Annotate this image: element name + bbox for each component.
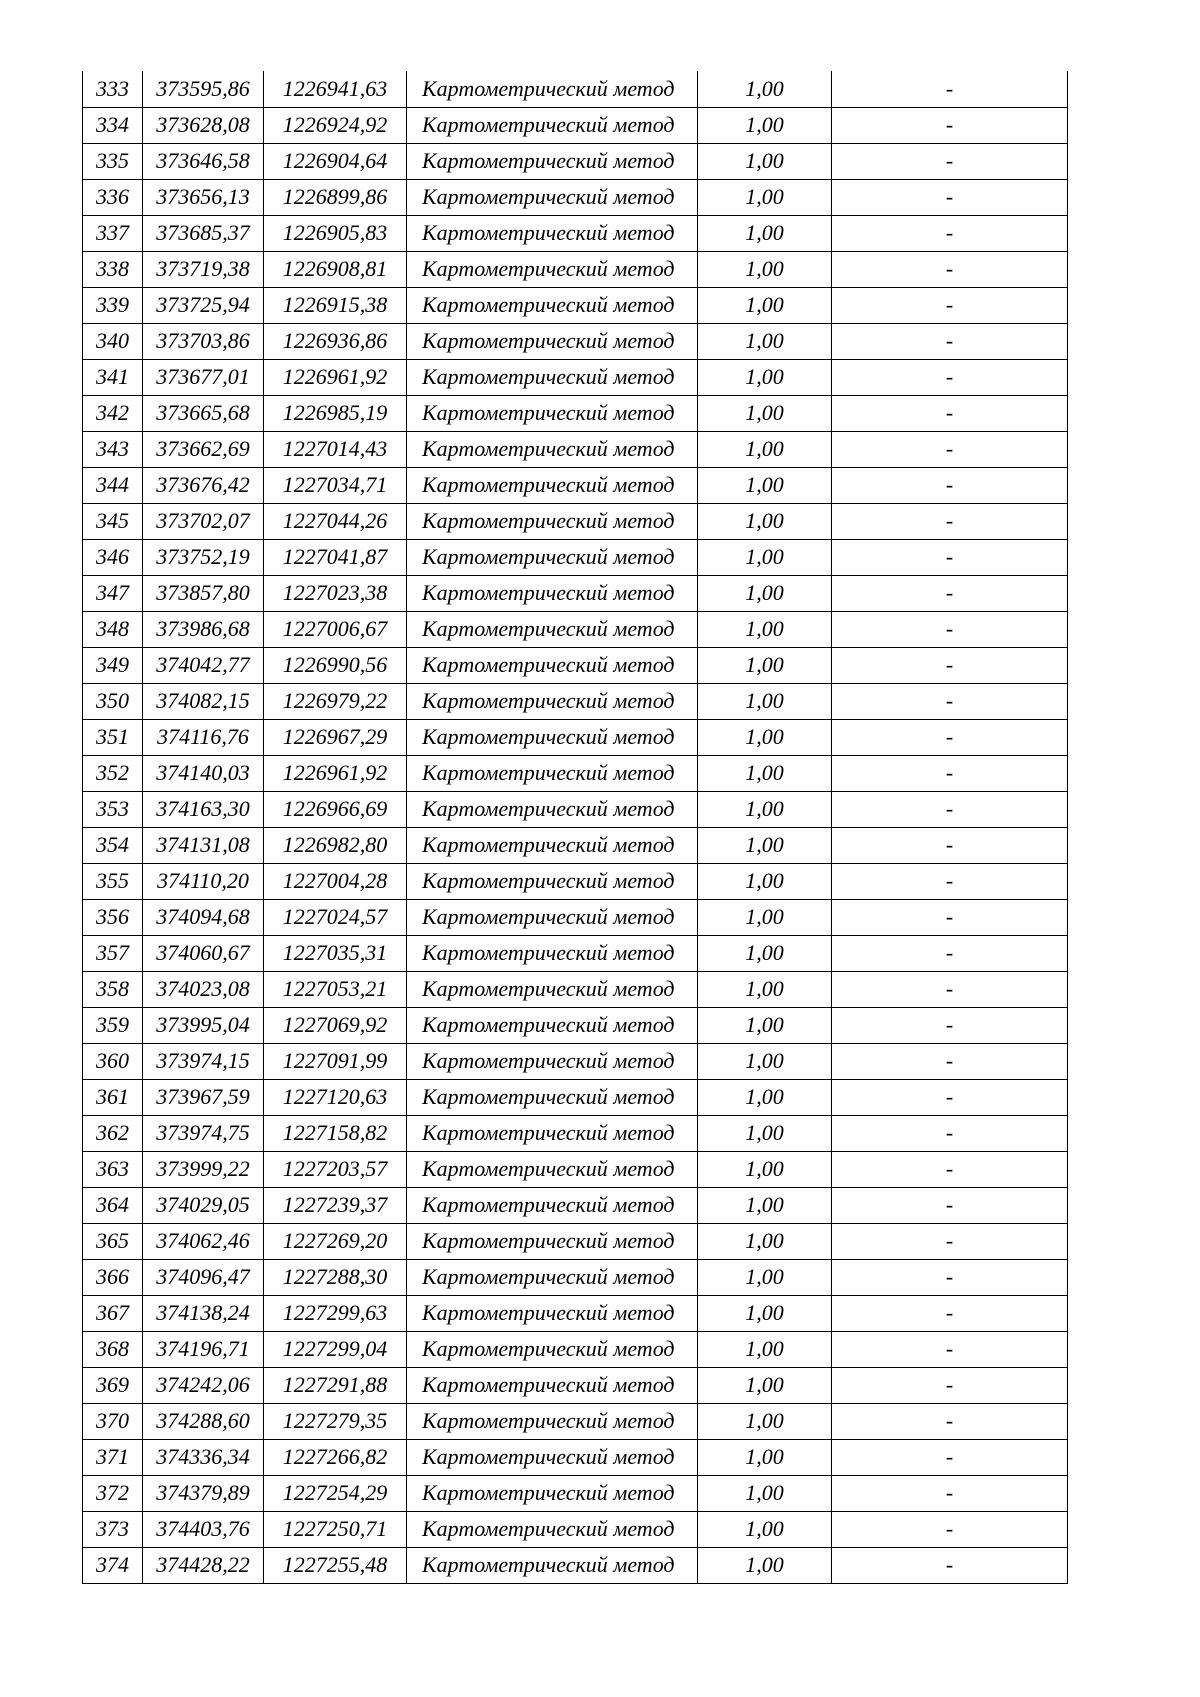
point-number-cell: 336 (83, 179, 143, 215)
accuracy-cell: 1,00 (698, 1115, 832, 1151)
point-number-cell: 341 (83, 359, 143, 395)
note-cell: - (832, 107, 1068, 143)
y-coordinate-cell: 1227044,26 (264, 503, 407, 539)
note-cell: - (832, 647, 1068, 683)
y-coordinate-cell: 1227299,63 (264, 1295, 407, 1331)
note-cell: - (832, 575, 1068, 611)
accuracy-cell: 1,00 (698, 1259, 832, 1295)
table-row (83, 1259, 1068, 1295)
table-row (83, 179, 1068, 215)
table-row (83, 1547, 1068, 1583)
x-coordinate-cell: 374131,08 (143, 827, 264, 863)
x-coordinate-cell: 374242,06 (143, 1367, 264, 1403)
y-coordinate-cell: 1227069,92 (264, 1007, 407, 1043)
point-number-cell: 347 (83, 575, 143, 611)
accuracy-cell: 1,00 (698, 647, 832, 683)
y-coordinate-cell: 1227053,21 (264, 971, 407, 1007)
note-cell: - (832, 683, 1068, 719)
table-row (83, 323, 1068, 359)
accuracy-cell: 1,00 (698, 359, 832, 395)
method-cell: Картометрический метод (407, 935, 698, 971)
note-cell: - (832, 215, 1068, 251)
method-cell: Картометрический метод (407, 395, 698, 431)
point-number-cell: 340 (83, 323, 143, 359)
note-cell: - (832, 1547, 1068, 1583)
x-coordinate-cell: 374379,89 (143, 1475, 264, 1511)
x-coordinate-cell: 374029,05 (143, 1187, 264, 1223)
table-row (83, 1367, 1068, 1403)
note-cell: - (832, 827, 1068, 863)
table-row (83, 647, 1068, 683)
method-cell: Картометрический метод (407, 431, 698, 467)
accuracy-cell: 1,00 (698, 1007, 832, 1043)
point-number-cell: 357 (83, 935, 143, 971)
note-cell: - (832, 179, 1068, 215)
y-coordinate-cell: 1227158,82 (264, 1115, 407, 1151)
method-cell: Картометрический метод (407, 143, 698, 179)
x-coordinate-cell: 373703,86 (143, 323, 264, 359)
point-number-cell: 356 (83, 899, 143, 935)
x-coordinate-cell: 374062,46 (143, 1223, 264, 1259)
table-row (83, 1187, 1068, 1223)
y-coordinate-cell: 1226961,92 (264, 359, 407, 395)
method-cell: Картометрический метод (407, 467, 698, 503)
y-coordinate-cell: 1227250,71 (264, 1511, 407, 1547)
method-cell: Картометрический метод (407, 971, 698, 1007)
x-coordinate-cell: 374060,67 (143, 935, 264, 971)
table-row (83, 1295, 1068, 1331)
point-number-cell: 359 (83, 1007, 143, 1043)
method-cell: Картометрический метод (407, 1439, 698, 1475)
accuracy-cell: 1,00 (698, 1403, 832, 1439)
table-row (83, 359, 1068, 395)
x-coordinate-cell: 373628,08 (143, 107, 264, 143)
note-cell: - (832, 1007, 1068, 1043)
x-coordinate-cell: 374110,20 (143, 863, 264, 899)
accuracy-cell: 1,00 (698, 251, 832, 287)
table-row (83, 971, 1068, 1007)
method-cell: Картометрический метод (407, 755, 698, 791)
x-coordinate-cell: 374140,03 (143, 755, 264, 791)
accuracy-cell: 1,00 (698, 503, 832, 539)
x-coordinate-cell: 374288,60 (143, 1403, 264, 1439)
y-coordinate-cell: 1227203,57 (264, 1151, 407, 1187)
y-coordinate-cell: 1227255,48 (264, 1547, 407, 1583)
accuracy-cell: 1,00 (698, 1367, 832, 1403)
accuracy-cell: 1,00 (698, 1043, 832, 1079)
note-cell: - (832, 143, 1068, 179)
note-cell: - (832, 431, 1068, 467)
method-cell: Картометрический метод (407, 1223, 698, 1259)
accuracy-cell: 1,00 (698, 1223, 832, 1259)
y-coordinate-cell: 1227023,38 (264, 575, 407, 611)
method-cell: Картометрический метод (407, 1079, 698, 1115)
coordinates-table (82, 71, 1068, 1584)
x-coordinate-cell: 374082,15 (143, 683, 264, 719)
table-row (83, 719, 1068, 755)
accuracy-cell: 1,00 (698, 791, 832, 827)
table-row (83, 791, 1068, 827)
table-row (83, 1223, 1068, 1259)
note-cell: - (832, 1043, 1068, 1079)
table-row (83, 107, 1068, 143)
point-number-cell: 335 (83, 143, 143, 179)
table-row (83, 899, 1068, 935)
y-coordinate-cell: 1227266,82 (264, 1439, 407, 1475)
method-cell: Картометрический метод (407, 71, 698, 107)
y-coordinate-cell: 1227288,30 (264, 1259, 407, 1295)
x-coordinate-cell: 374096,47 (143, 1259, 264, 1295)
y-coordinate-cell: 1226915,38 (264, 287, 407, 323)
x-coordinate-cell: 374094,68 (143, 899, 264, 935)
point-number-cell: 334 (83, 107, 143, 143)
y-coordinate-cell: 1226936,86 (264, 323, 407, 359)
note-cell: - (832, 467, 1068, 503)
note-cell: - (832, 1223, 1068, 1259)
note-cell: - (832, 359, 1068, 395)
accuracy-cell: 1,00 (698, 611, 832, 647)
x-coordinate-cell: 373677,01 (143, 359, 264, 395)
x-coordinate-cell: 373646,58 (143, 143, 264, 179)
y-coordinate-cell: 1226961,92 (264, 755, 407, 791)
y-coordinate-cell: 1226985,19 (264, 395, 407, 431)
method-cell: Картометрический метод (407, 791, 698, 827)
table-row (83, 395, 1068, 431)
note-cell: - (832, 1403, 1068, 1439)
x-coordinate-cell: 374042,77 (143, 647, 264, 683)
table-row (83, 467, 1068, 503)
accuracy-cell: 1,00 (698, 1079, 832, 1115)
table-row (83, 431, 1068, 467)
point-number-cell: 355 (83, 863, 143, 899)
method-cell: Картометрический метод (407, 575, 698, 611)
y-coordinate-cell: 1227291,88 (264, 1367, 407, 1403)
accuracy-cell: 1,00 (698, 107, 832, 143)
point-number-cell: 364 (83, 1187, 143, 1223)
y-coordinate-cell: 1227024,57 (264, 899, 407, 935)
method-cell: Картометрический метод (407, 1115, 698, 1151)
method-cell: Картометрический метод (407, 323, 698, 359)
table-row (83, 755, 1068, 791)
table-row (83, 1511, 1068, 1547)
accuracy-cell: 1,00 (698, 899, 832, 935)
point-number-cell: 349 (83, 647, 143, 683)
method-cell: Картометрический метод (407, 1151, 698, 1187)
table-row (83, 287, 1068, 323)
note-cell: - (832, 1295, 1068, 1331)
accuracy-cell: 1,00 (698, 1151, 832, 1187)
point-number-cell: 373 (83, 1511, 143, 1547)
note-cell: - (832, 1331, 1068, 1367)
method-cell: Картометрический метод (407, 611, 698, 647)
note-cell: - (832, 1367, 1068, 1403)
note-cell: - (832, 1151, 1068, 1187)
note-cell: - (832, 935, 1068, 971)
table-row (83, 1115, 1068, 1151)
accuracy-cell: 1,00 (698, 431, 832, 467)
method-cell: Картометрический метод (407, 1511, 698, 1547)
note-cell: - (832, 1511, 1068, 1547)
point-number-cell: 353 (83, 791, 143, 827)
y-coordinate-cell: 1227299,04 (264, 1331, 407, 1367)
y-coordinate-cell: 1226908,81 (264, 251, 407, 287)
accuracy-cell: 1,00 (698, 1439, 832, 1475)
y-coordinate-cell: 1227279,35 (264, 1403, 407, 1439)
y-coordinate-cell: 1226982,80 (264, 827, 407, 863)
table-row (83, 503, 1068, 539)
accuracy-cell: 1,00 (698, 323, 832, 359)
y-coordinate-cell: 1226990,56 (264, 647, 407, 683)
point-number-cell: 360 (83, 1043, 143, 1079)
note-cell: - (832, 1079, 1068, 1115)
point-number-cell: 370 (83, 1403, 143, 1439)
y-coordinate-cell: 1226967,29 (264, 719, 407, 755)
x-coordinate-cell: 373702,07 (143, 503, 264, 539)
x-coordinate-cell: 373974,15 (143, 1043, 264, 1079)
point-number-cell: 352 (83, 755, 143, 791)
point-number-cell: 362 (83, 1115, 143, 1151)
point-number-cell: 363 (83, 1151, 143, 1187)
x-coordinate-cell: 373974,75 (143, 1115, 264, 1151)
y-coordinate-cell: 1227014,43 (264, 431, 407, 467)
method-cell: Картометрический метод (407, 287, 698, 323)
point-number-cell: 371 (83, 1439, 143, 1475)
note-cell: - (832, 539, 1068, 575)
table-row (83, 143, 1068, 179)
point-number-cell: 342 (83, 395, 143, 431)
accuracy-cell: 1,00 (698, 143, 832, 179)
point-number-cell: 365 (83, 1223, 143, 1259)
point-number-cell: 351 (83, 719, 143, 755)
accuracy-cell: 1,00 (698, 539, 832, 575)
x-coordinate-cell: 374428,22 (143, 1547, 264, 1583)
point-number-cell: 369 (83, 1367, 143, 1403)
y-coordinate-cell: 1227035,31 (264, 935, 407, 971)
x-coordinate-cell: 373676,42 (143, 467, 264, 503)
method-cell: Картометрический метод (407, 1547, 698, 1583)
point-number-cell: 333 (83, 71, 143, 107)
y-coordinate-cell: 1227254,29 (264, 1475, 407, 1511)
accuracy-cell: 1,00 (698, 179, 832, 215)
point-number-cell: 337 (83, 215, 143, 251)
accuracy-cell: 1,00 (698, 1295, 832, 1331)
x-coordinate-cell: 374196,71 (143, 1331, 264, 1367)
x-coordinate-cell: 374138,24 (143, 1295, 264, 1331)
accuracy-cell: 1,00 (698, 575, 832, 611)
y-coordinate-cell: 1227269,20 (264, 1223, 407, 1259)
x-coordinate-cell: 373986,68 (143, 611, 264, 647)
point-number-cell: 354 (83, 827, 143, 863)
note-cell: - (832, 863, 1068, 899)
point-number-cell: 338 (83, 251, 143, 287)
accuracy-cell: 1,00 (698, 827, 832, 863)
accuracy-cell: 1,00 (698, 1547, 832, 1583)
accuracy-cell: 1,00 (698, 755, 832, 791)
method-cell: Картометрический метод (407, 1187, 698, 1223)
method-cell: Картометрический метод (407, 251, 698, 287)
accuracy-cell: 1,00 (698, 935, 832, 971)
table-row (83, 251, 1068, 287)
table-row (83, 1439, 1068, 1475)
note-cell: - (832, 1115, 1068, 1151)
point-number-cell: 346 (83, 539, 143, 575)
x-coordinate-cell: 373999,22 (143, 1151, 264, 1187)
note-cell: - (832, 1475, 1068, 1511)
note-cell: - (832, 971, 1068, 1007)
method-cell: Картометрический метод (407, 1367, 698, 1403)
note-cell: - (832, 251, 1068, 287)
y-coordinate-cell: 1226979,22 (264, 683, 407, 719)
x-coordinate-cell: 373656,13 (143, 179, 264, 215)
method-cell: Картометрический метод (407, 359, 698, 395)
table-row (83, 1403, 1068, 1439)
point-number-cell: 344 (83, 467, 143, 503)
point-number-cell: 343 (83, 431, 143, 467)
note-cell: - (832, 755, 1068, 791)
method-cell: Картометрический метод (407, 719, 698, 755)
method-cell: Картометрический метод (407, 899, 698, 935)
table-row (83, 1043, 1068, 1079)
x-coordinate-cell: 373725,94 (143, 287, 264, 323)
x-coordinate-cell: 373685,37 (143, 215, 264, 251)
table-row (83, 1331, 1068, 1367)
y-coordinate-cell: 1227034,71 (264, 467, 407, 503)
point-number-cell: 361 (83, 1079, 143, 1115)
note-cell: - (832, 323, 1068, 359)
method-cell: Картометрический метод (407, 827, 698, 863)
table-row (83, 935, 1068, 971)
table-row (83, 863, 1068, 899)
x-coordinate-cell: 374023,08 (143, 971, 264, 1007)
accuracy-cell: 1,00 (698, 683, 832, 719)
note-cell: - (832, 395, 1068, 431)
method-cell: Картометрический метод (407, 863, 698, 899)
accuracy-cell: 1,00 (698, 215, 832, 251)
table-row (83, 539, 1068, 575)
method-cell: Картометрический метод (407, 1007, 698, 1043)
x-coordinate-cell: 373857,80 (143, 575, 264, 611)
x-coordinate-cell: 373719,38 (143, 251, 264, 287)
x-coordinate-cell: 373665,68 (143, 395, 264, 431)
point-number-cell: 339 (83, 287, 143, 323)
x-coordinate-cell: 373967,59 (143, 1079, 264, 1115)
x-coordinate-cell: 373995,04 (143, 1007, 264, 1043)
note-cell: - (832, 899, 1068, 935)
note-cell: - (832, 503, 1068, 539)
accuracy-cell: 1,00 (698, 287, 832, 323)
table-row (83, 683, 1068, 719)
x-coordinate-cell: 374336,34 (143, 1439, 264, 1475)
point-number-cell: 345 (83, 503, 143, 539)
y-coordinate-cell: 1227239,37 (264, 1187, 407, 1223)
method-cell: Картометрический метод (407, 1403, 698, 1439)
method-cell: Картометрический метод (407, 179, 698, 215)
note-cell: - (832, 1439, 1068, 1475)
y-coordinate-cell: 1227004,28 (264, 863, 407, 899)
x-coordinate-cell: 373752,19 (143, 539, 264, 575)
method-cell: Картометрический метод (407, 215, 698, 251)
note-cell: - (832, 791, 1068, 827)
y-coordinate-cell: 1226899,86 (264, 179, 407, 215)
x-coordinate-cell: 374403,76 (143, 1511, 264, 1547)
y-coordinate-cell: 1226904,64 (264, 143, 407, 179)
table-row (83, 575, 1068, 611)
accuracy-cell: 1,00 (698, 1187, 832, 1223)
table-row (83, 1475, 1068, 1511)
table-row (83, 215, 1068, 251)
method-cell: Картометрический метод (407, 683, 698, 719)
point-number-cell: 358 (83, 971, 143, 1007)
accuracy-cell: 1,00 (698, 1511, 832, 1547)
accuracy-cell: 1,00 (698, 971, 832, 1007)
coordinates-table-body (83, 71, 1068, 1583)
table-row (83, 827, 1068, 863)
table-row (83, 1079, 1068, 1115)
method-cell: Картометрический метод (407, 1331, 698, 1367)
point-number-cell: 372 (83, 1475, 143, 1511)
note-cell: - (832, 719, 1068, 755)
point-number-cell: 374 (83, 1547, 143, 1583)
point-number-cell: 348 (83, 611, 143, 647)
table-row (83, 1151, 1068, 1187)
accuracy-cell: 1,00 (698, 719, 832, 755)
y-coordinate-cell: 1227041,87 (264, 539, 407, 575)
table-row (83, 1007, 1068, 1043)
method-cell: Картометрический метод (407, 1259, 698, 1295)
y-coordinate-cell: 1226905,83 (264, 215, 407, 251)
accuracy-cell: 1,00 (698, 71, 832, 107)
y-coordinate-cell: 1226924,92 (264, 107, 407, 143)
note-cell: - (832, 71, 1068, 107)
accuracy-cell: 1,00 (698, 395, 832, 431)
method-cell: Картометрический метод (407, 539, 698, 575)
x-coordinate-cell: 373595,86 (143, 71, 264, 107)
point-number-cell: 350 (83, 683, 143, 719)
table-row (83, 611, 1068, 647)
point-number-cell: 368 (83, 1331, 143, 1367)
accuracy-cell: 1,00 (698, 1475, 832, 1511)
y-coordinate-cell: 1227120,63 (264, 1079, 407, 1115)
accuracy-cell: 1,00 (698, 1331, 832, 1367)
y-coordinate-cell: 1226941,63 (264, 71, 407, 107)
note-cell: - (832, 1187, 1068, 1223)
x-coordinate-cell: 374116,76 (143, 719, 264, 755)
table-row (83, 71, 1068, 107)
note-cell: - (832, 1259, 1068, 1295)
note-cell: - (832, 287, 1068, 323)
x-coordinate-cell: 373662,69 (143, 431, 264, 467)
y-coordinate-cell: 1227006,67 (264, 611, 407, 647)
method-cell: Картометрический метод (407, 1475, 698, 1511)
method-cell: Картометрический метод (407, 1043, 698, 1079)
x-coordinate-cell: 374163,30 (143, 791, 264, 827)
method-cell: Картометрический метод (407, 503, 698, 539)
accuracy-cell: 1,00 (698, 863, 832, 899)
point-number-cell: 366 (83, 1259, 143, 1295)
y-coordinate-cell: 1226966,69 (264, 791, 407, 827)
method-cell: Картометрический метод (407, 107, 698, 143)
method-cell: Картометрический метод (407, 1295, 698, 1331)
note-cell: - (832, 611, 1068, 647)
method-cell: Картометрический метод (407, 647, 698, 683)
point-number-cell: 367 (83, 1295, 143, 1331)
y-coordinate-cell: 1227091,99 (264, 1043, 407, 1079)
accuracy-cell: 1,00 (698, 467, 832, 503)
